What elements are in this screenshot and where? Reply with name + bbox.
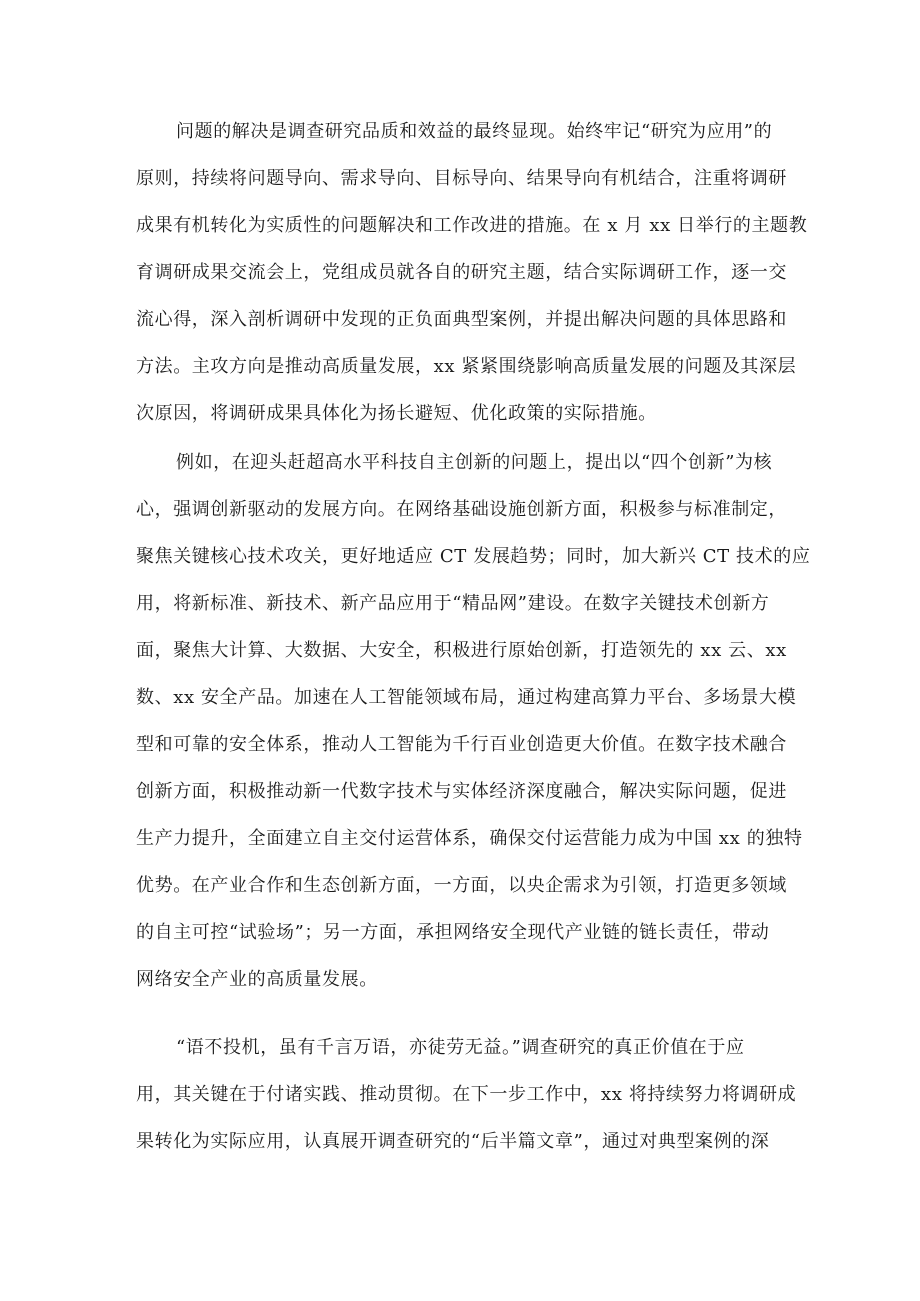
text-line: 创新方面，积极推动新一代数字技术与实体经济深度融合，解决实际问题，促进 [136, 781, 787, 802]
text-line: 育调研成果交流会上，党组成员就各自的研究主题，结合实际调研工作，逐一交 [136, 262, 787, 283]
text-line: 面，聚焦大计算、大数据、大安全，积极进行原始创新，打造领先的 xx 云、xx [136, 640, 787, 661]
text-line: “语不投机，虽有千言万语，亦徒劳无益。”调查研究的真正价值在于应 [176, 1037, 745, 1058]
text-line: 成果有机转化为实质性的问题解决和工作改进的措施。在 x 月 xx 日举行的主题教 [136, 215, 808, 236]
text-line: 心，强调创新驱动的发展方向。在网络基础设施创新方面，积极参与标准制定， [136, 499, 787, 520]
text-line: 生产力提升，全面建立自主交付运营体系，确保交付运营能力成为中国 xx 的独特 [136, 828, 803, 849]
text-line: 的自主可控“试验场”；另一方面，承担网络安全现代产业链的链长责任，带动 [136, 922, 770, 943]
text-line: 原则，持续将问题导向、需求导向、目标导向、结果导向有机结合，注重将调研 [136, 168, 787, 189]
text-line: 次原因，将调研成果具体化为扬长避短、优化政策的实际措施。 [136, 403, 657, 424]
text-line: 网络安全产业的高质量发展。 [136, 969, 378, 990]
text-line: 型和可靠的安全体系，推动人工智能为千行百业创造更大价值。在数字技术融合 [136, 734, 787, 755]
text-line: 方法。主攻方向是推动高质量发展，xx 紧紧围绕影响高质量发展的问题及其深层 [136, 356, 797, 377]
text-line: 流心得，深入剖析调研中发现的正负面典型案例，并提出解决问题的具体思路和 [136, 309, 787, 330]
text-line: 果转化为实际应用，认真展开调查研究的“后半篇文章”，通过对典型案例的深 [136, 1131, 770, 1152]
text-line: 聚焦关键核心技术攻关，更好地适应 CT 发展趋势；同时，加大新兴 CT 技术的应 [136, 546, 811, 567]
text-line: 问题的解决是调查研究品质和效益的最终显现。始终牢记“研究为应用”的 [176, 121, 773, 142]
text-line: 例如，在迎头赶超高水平科技自主创新的问题上，提出以“四个创新”为核 [176, 452, 773, 473]
text-line: 用，其关键在于付诸实践、推动贯彻。在下一步工作中，xx 将持续努力将调研成 [136, 1084, 797, 1105]
text-line: 用，将新标准、新技术、新产品应用于“精品网”建设。在数字关键技术创新方 [136, 593, 770, 614]
text-line: 优势。在产业合作和生态创新方面，一方面，以央企需求为引领，打造更多领域 [136, 875, 787, 896]
text-line: 数、xx 安全产品。加速在人工智能领域布局，通过构建高算力平台、多场景大模 [136, 687, 797, 708]
